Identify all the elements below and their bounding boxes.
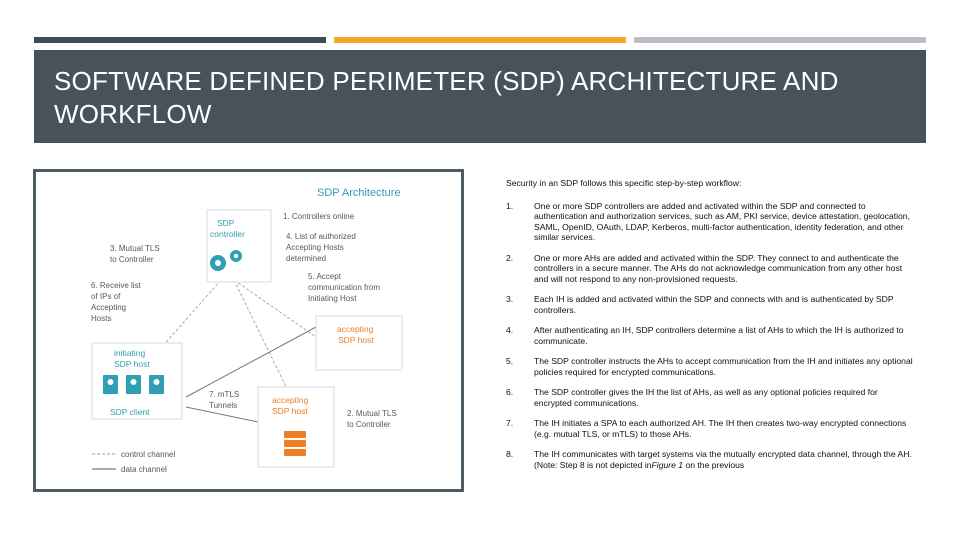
initiating-host-label2: SDP host xyxy=(114,359,150,369)
step-text: One or more AHs are added and activated within the SDP. They connect to and authenticate the controllers in a secure manner. The AHs do not acknowledge communication from any other host and will not respond to any non-provisioned requests. xyxy=(534,252,903,284)
step-text: Each IH is added and activated within the SDP and connects with and is authenticated by SDP controllers. xyxy=(534,294,894,315)
accepting-host-bottom-label1: accepting xyxy=(272,395,309,405)
step-text: The IH initiates a SPA to each authorized AH. The IH then creates two-way encrypted connections (e.g. mutual TLS, or mTLS) to those AHs. xyxy=(534,418,907,439)
sdp-architecture-figure xyxy=(33,169,464,492)
step-text: The SDP controller instructs the AHs to accept communication from the IH and initiates any optional policies required for encrypted communications. xyxy=(534,356,913,377)
step-number: 3. xyxy=(506,294,514,305)
step-label-3a: 3. Mutual TLS xyxy=(110,244,160,253)
workflow-steps xyxy=(506,178,916,480)
step-text xyxy=(534,449,916,470)
list-item xyxy=(506,325,916,346)
step-number: 6. xyxy=(506,387,514,398)
step-text-tail: on the previous xyxy=(683,459,745,470)
sdp-diagram xyxy=(36,172,461,489)
step-label-4b: Accepting Hosts xyxy=(286,243,344,252)
step-label-7b: Tunnels xyxy=(209,401,238,410)
step-label-6b: of IPs of xyxy=(91,292,121,301)
controller-label-line1: SDP xyxy=(217,218,235,228)
slide-title: SOFTWARE DEFINED PERIMETER (SDP) ARCHITECTURE AND WORKFLOW xyxy=(54,66,839,129)
legend-control-label: control channel xyxy=(121,450,176,459)
step-label-6a: 6. Receive list xyxy=(91,281,141,290)
step-label-6c: Accepting xyxy=(91,303,127,312)
list-item xyxy=(506,418,916,439)
step-label-2a: 2. Mutual TLS xyxy=(347,409,397,418)
initiating-host-label1: initiating xyxy=(114,348,146,358)
step-number: 1. xyxy=(506,200,514,211)
accepting-host-bottom-label2: SDP host xyxy=(272,406,308,416)
step-text: After authenticating an IH, SDP controllers determine a list of AHs to which the IH is authorized to communicate. xyxy=(534,325,904,346)
list-item xyxy=(506,449,916,470)
step-label-5c: Initiating Host xyxy=(308,294,357,303)
intro-text: Security in an SDP follows this specific step-by-step workflow: xyxy=(506,178,742,188)
figure-reference: Figure 1 xyxy=(651,459,684,470)
step-number: 2. xyxy=(506,252,514,263)
list-item xyxy=(506,356,916,377)
accent-bar-dark xyxy=(34,37,326,43)
step-label-4a: 4. List of authorized xyxy=(286,232,356,241)
step-label-5b: communication from xyxy=(308,283,381,292)
step-number: 4. xyxy=(506,325,514,336)
step-number: 8. xyxy=(506,449,514,460)
step-text: The SDP controller gives the IH the list of AHs, as well as any optional policies required for encrypted communications. xyxy=(534,387,878,408)
step-label-1: 1. Controllers online xyxy=(283,212,355,221)
accepting-host-top-label1: accepting xyxy=(337,324,374,334)
step-number: 7. xyxy=(506,418,514,429)
accent-bar-orange xyxy=(334,37,626,43)
step-number: 5. xyxy=(506,356,514,367)
sdp-client-label: SDP client xyxy=(110,407,150,417)
legend-data-label: data channel xyxy=(121,465,167,474)
step-label-6d: Hosts xyxy=(91,314,112,323)
accepting-host-top-label2: SDP host xyxy=(338,335,374,345)
list-item xyxy=(506,387,916,408)
list-item xyxy=(506,253,916,285)
controller-label-line2: controller xyxy=(210,229,245,239)
step-text-main: The IH communicates with target systems via the mutually encrypted data channel, through the AH. (Note: Step 8 is not depicted in xyxy=(534,449,912,470)
step-label-4c: determined xyxy=(286,254,327,263)
list-item xyxy=(506,294,916,315)
title-banner xyxy=(34,50,926,143)
step-label-5a: 5. Accept xyxy=(308,272,341,281)
step-label-2b: to Controller xyxy=(347,420,391,429)
list-item xyxy=(506,201,916,243)
step-label-3b: to Controller xyxy=(110,255,154,264)
diagram-header: SDP Architecture xyxy=(317,187,401,199)
server-icon xyxy=(284,431,306,456)
user-devices-icon xyxy=(103,375,164,394)
accent-bar-gray xyxy=(634,37,926,43)
step-label-7a: 7. mTLS xyxy=(209,390,240,399)
step-text: One or more SDP controllers are added and activated within the SDP and connected to authentication and authorization services, such as AM, PKI service, device attestation, geolocation, SAML, OpenID, OAuth, LDAP, Kerberos, multi-factor authentication, identity federation, and other similar services. xyxy=(534,200,910,243)
